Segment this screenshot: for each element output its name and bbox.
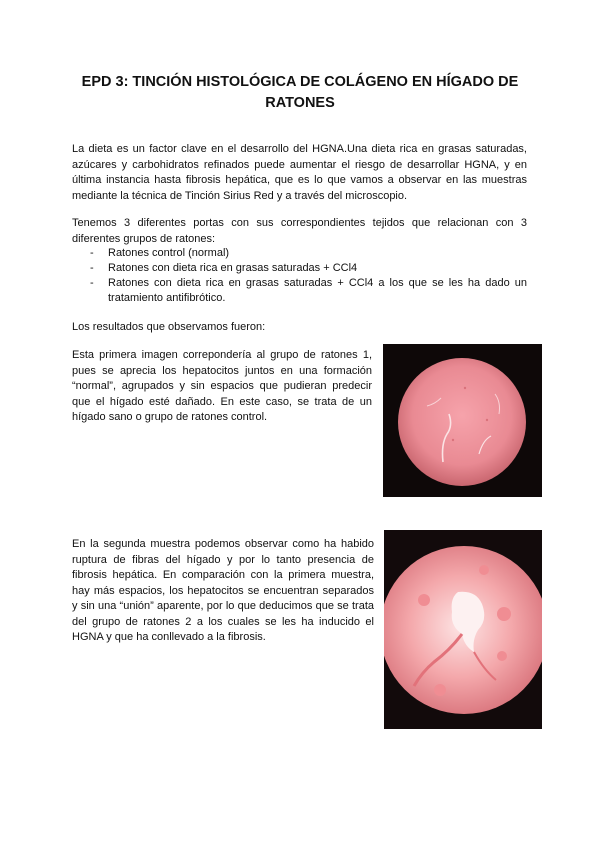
groups-intro-paragraph: Tenemos 3 diferentes portas con sus correspondientes tejidos que relacionan con 3 diferentes grupos de ratones: <box>72 217 527 245</box>
cell-cluster <box>479 565 489 575</box>
result-1-paragraph: Esta primera imagen correpondería al grupo de ratones 1, pues se aprecia los hepatocitos juntos en una formación “normal”, agrupados y sin espacios que pudieran predecir que el hígado esté dañado. En este caso, se trata de un hígado sano o grupo de ratones control. <box>72 349 372 423</box>
list-item-text: Ratones con dieta rica en grasas saturadas + CCl4 a los que se les ha dado un tratamiento antifibrótico. <box>108 277 527 304</box>
list-dash: - <box>90 277 94 289</box>
list-item <box>72 276 527 306</box>
list-dash: - <box>90 247 94 259</box>
list-dash: - <box>90 262 94 274</box>
cell-cluster <box>497 607 511 621</box>
mouse-groups-list <box>72 246 527 306</box>
tissue-field <box>398 358 526 486</box>
list-item <box>72 246 527 261</box>
nucleus-dot <box>486 419 488 421</box>
cell-cluster <box>434 684 446 696</box>
micrograph-sample-2 <box>384 530 542 729</box>
nucleus-dot <box>452 439 454 441</box>
cell-cluster <box>497 651 507 661</box>
nucleus-dot <box>464 387 466 389</box>
list-item <box>72 261 527 276</box>
result-2-paragraph: En la segunda muestra podemos observar como ha habido ruptura de fibras del hígado y por lo tanto presencia de fibrosis hepática. En comparación con la primera muestra, hay más espacios, los hepatocitos se encuentran separados y sin una “unión” aparente, por lo que deducimos que se trata del grupo de ratones 2 a los cuales se les ha inducido el HGNA y que ha conllevado a la fibrosis. <box>72 538 374 643</box>
list-item-text: Ratones con dieta rica en grasas saturadas + CCl4 <box>108 262 358 274</box>
intro-paragraph: La dieta es un factor clave en el desarrollo del HGNA.Una dieta rica en grasas saturadas, azúcares y carbohidratos refinados puede aumentar el riesgo de desarrollar HGNA, y en última instancia hasta fibrosis hepática, que es lo que vamos a observar en las muestras mediante la técnica de Tinción Sirius Red y a través del microscopio. <box>72 143 527 202</box>
results-intro: Los resultados que observamos fueron: <box>72 321 266 333</box>
cell-cluster <box>418 594 430 606</box>
document-title: EPD 3: TINCIÓN HISTOLÓGICA DE COLÁGENO EN HÍGADO DE RATONES <box>81 74 519 111</box>
list-item-text: Ratones control (normal) <box>108 247 230 259</box>
micrograph-sample-1 <box>383 344 542 497</box>
